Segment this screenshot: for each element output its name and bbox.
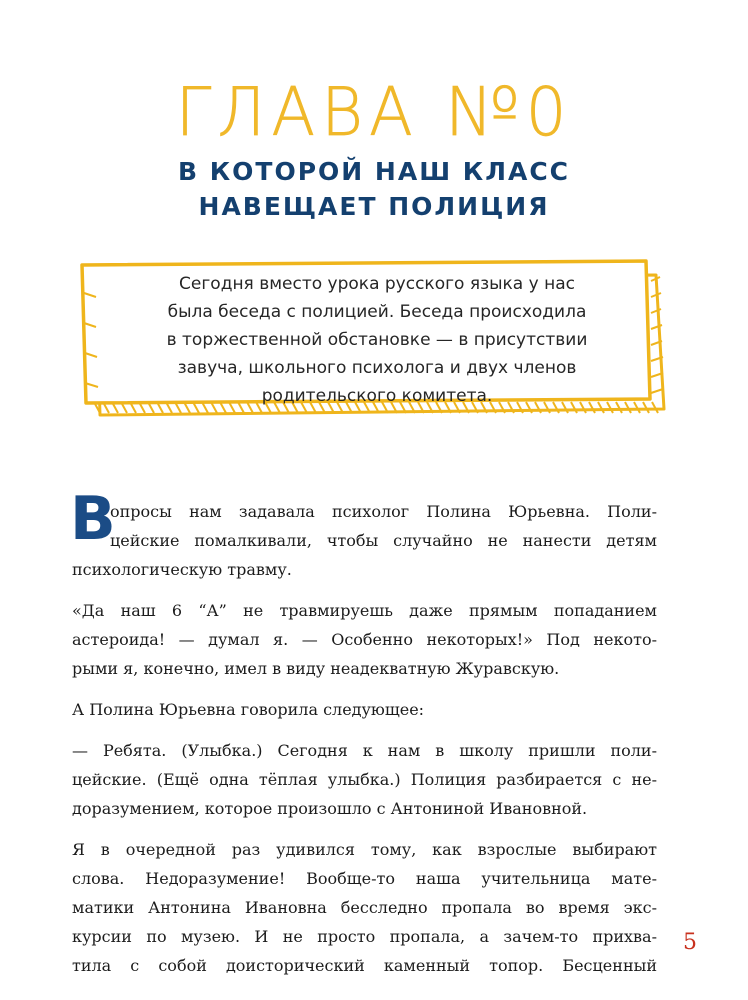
- paragraph-1: [72, 497, 657, 584]
- intro-line: была беседа с полицией. Беседа происходила: [167, 302, 587, 322]
- intro-line: Сегодня вместо урока русского языка у нас: [179, 274, 575, 294]
- text-line: доразумением, которое произошло с Антониной Ивановной.: [72, 799, 588, 818]
- text-line: опросы нам задавала психолог Полина Юрьевна. Поли-: [110, 502, 657, 521]
- drop-cap: В: [70, 484, 116, 554]
- paragraph-3: [72, 695, 657, 724]
- text-line: цейские. (Ещё одна тёплая улыбка.) Полиция разбирается с не-: [72, 770, 657, 789]
- text-line: слова. Недоразумение! Вообще-то наша учительница мате-: [72, 869, 657, 888]
- intro-text: [146, 270, 608, 410]
- paragraph-4: [72, 736, 657, 823]
- intro-line: в торжественной обстановке — в присутствии: [166, 330, 588, 350]
- text-line: курсии по музею. И не просто пропала, а зачем-то прихва-: [72, 927, 657, 946]
- text-line: Я в очередной раз удивился тому, как взрослые выбирают: [72, 840, 657, 859]
- chapter-subtitle-line-1: В КОТОРОЙ НАШ КЛАСС: [177, 157, 571, 186]
- intro-line: родительского комитета.: [261, 386, 493, 406]
- paragraph-2: [72, 596, 657, 683]
- text-line: астероида! — думал я. — Особенно некоторых!» Под некото-: [72, 630, 657, 649]
- paragraph-5: [72, 835, 657, 980]
- intro-line: завуча, школьного психолога и двух членов: [177, 358, 577, 378]
- chapter-title: ГЛАВА №0: [175, 74, 573, 152]
- chapter-subtitle-line-2: НАВЕЩАЕТ ПОЛИЦИЯ: [198, 192, 550, 221]
- text-line: — Ребята. (Улыбка.) Сегодня к нам в школу пришли поли-: [72, 741, 657, 760]
- body-text: [72, 497, 657, 980]
- text-line: матики Антонина Ивановна бесследно пропала во время экс-: [72, 898, 657, 917]
- text-line: рыми я, конечно, имел в виду неадекватную Журавскую.: [72, 659, 560, 678]
- page-number: 5: [683, 930, 697, 955]
- intro-box: [74, 253, 676, 427]
- text-line: «Да наш 6 “А” не травмируешь даже прямым попаданием: [72, 601, 657, 620]
- text-line: тила с собой доисторический каменный топор. Бесценный: [72, 956, 657, 975]
- text-line: А Полина Юрьевна говорила следующее:: [72, 700, 425, 719]
- text-line: цейские помалкивали, чтобы случайно не нанести детям: [110, 531, 657, 550]
- text-line: психологическую травму.: [72, 560, 292, 579]
